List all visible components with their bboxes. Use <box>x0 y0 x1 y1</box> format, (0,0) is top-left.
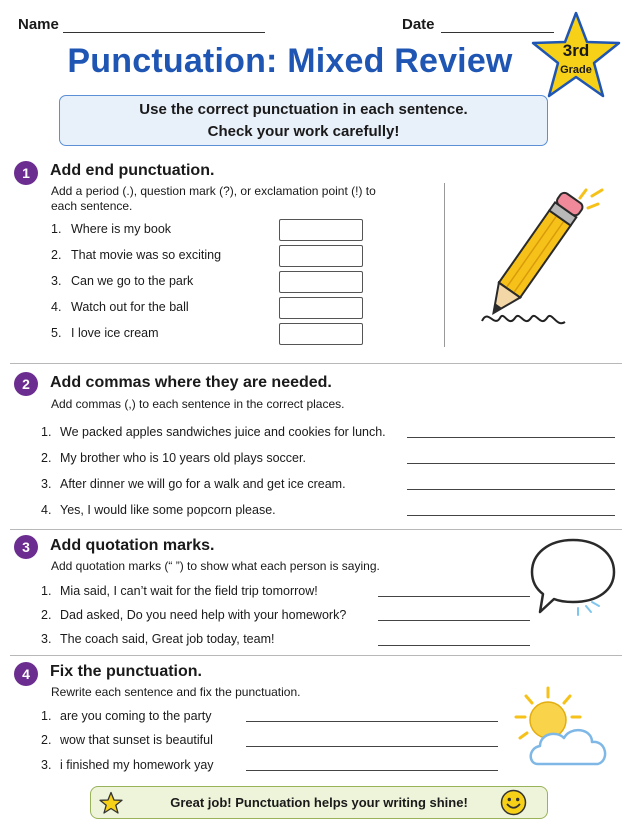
instructions-line: Use the correct punctuation in each sentence. <box>139 101 468 118</box>
section-description: Rewrite each sentence and fix the punctuation. <box>51 685 301 699</box>
answer-box[interactable] <box>279 297 363 319</box>
answer-line[interactable] <box>407 437 615 438</box>
footer-banner <box>90 786 548 819</box>
item-text: We packed apples sandwiches juice and cookies for lunch. <box>60 425 386 439</box>
section-number-badge: 4 <box>14 662 38 686</box>
item-text: are you coming to the party <box>60 709 212 723</box>
item-text: Dad asked, Do you need help with your homework? <box>60 608 347 622</box>
section-divider <box>10 363 622 364</box>
speech-bubble-icon <box>528 536 618 618</box>
name-label: Name <box>18 16 59 33</box>
answer-line[interactable] <box>246 721 498 722</box>
answer-box[interactable] <box>279 245 363 267</box>
item-number: 2. <box>41 451 52 465</box>
instructions-box <box>59 95 548 146</box>
name-line[interactable] <box>63 32 265 33</box>
item-number: 1. <box>41 425 52 439</box>
answer-line[interactable] <box>246 770 498 771</box>
grade-word: Grade <box>560 64 592 76</box>
grade-number: 3rd <box>562 41 590 60</box>
item-text: i finished my homework yay <box>60 758 214 772</box>
pencil-icon <box>460 188 610 338</box>
item-number: 4. <box>41 503 52 517</box>
item-number: 3. <box>41 632 52 646</box>
item-number: 1. <box>41 709 52 723</box>
item-text: wow that sunset is beautiful <box>60 733 213 747</box>
answer-line[interactable] <box>378 596 530 597</box>
item-text: Watch out for the ball <box>71 300 189 314</box>
answer-line[interactable] <box>407 463 615 464</box>
section-title: Add commas where they are needed. <box>50 374 332 391</box>
answer-box[interactable] <box>279 323 363 345</box>
item-number: 2. <box>51 248 62 262</box>
section-description: Add quotation marks (“ ”) to show what each person is saying. <box>51 559 380 573</box>
section-title: Add quotation marks. <box>50 537 215 554</box>
item-text: Where is my book <box>71 222 172 236</box>
answer-line[interactable] <box>246 746 498 747</box>
section-description: each sentence. <box>51 199 133 213</box>
item-text: After dinner we will go for a walk and get ice cream. <box>60 477 346 491</box>
footer-text: Great job! Punctuation helps your writing shine! <box>170 795 468 810</box>
item-text: Yes, I would like some popcorn please. <box>60 503 276 517</box>
section-title: Add end punctuation. <box>50 162 215 179</box>
grade-badge <box>528 10 624 102</box>
answer-line[interactable] <box>407 489 615 490</box>
item-number: 3. <box>41 477 52 491</box>
item-number: 4. <box>51 300 62 314</box>
item-text: Can we go to the park <box>71 274 194 288</box>
item-number: 3. <box>51 274 62 288</box>
instructions-line: Check your work carefully! <box>207 123 400 140</box>
section-description: Add a period (.), question mark (?), or exclamation point (!) to <box>51 184 376 198</box>
answer-box[interactable] <box>279 271 363 293</box>
page-title: Punctuation: Mixed Review <box>67 42 513 80</box>
answer-line[interactable] <box>407 515 615 516</box>
item-text: I love ice cream <box>71 326 159 340</box>
item-text: That movie was so exciting <box>71 248 222 262</box>
item-number: 1. <box>41 584 52 598</box>
item-number: 5. <box>51 326 62 340</box>
section-number-badge: 2 <box>14 372 38 396</box>
item-text: The coach said, Great job today, team! <box>60 632 275 646</box>
section-number-badge: 3 <box>14 535 38 559</box>
item-text: Mia said, I can’t wait for the field trip tomorrow! <box>60 584 318 598</box>
section-title: Fix the punctuation. <box>50 663 202 680</box>
section-divider <box>10 529 622 530</box>
smiley-icon <box>500 789 527 816</box>
item-number: 1. <box>51 222 62 236</box>
item-text: My brother who is 10 years old plays soccer. <box>60 451 306 465</box>
section-divider <box>10 655 622 656</box>
vertical-divider <box>444 183 445 347</box>
item-number: 3. <box>41 758 52 772</box>
item-number: 2. <box>41 733 52 747</box>
item-number: 2. <box>41 608 52 622</box>
answer-box[interactable] <box>279 219 363 241</box>
section-number-badge: 1 <box>14 161 38 185</box>
answer-line[interactable] <box>378 620 530 621</box>
date-label: Date <box>402 16 435 33</box>
section-description: Add commas (,) to each sentence in the correct places. <box>51 397 345 411</box>
sun-cloud-icon <box>510 684 620 774</box>
answer-line[interactable] <box>378 645 530 646</box>
